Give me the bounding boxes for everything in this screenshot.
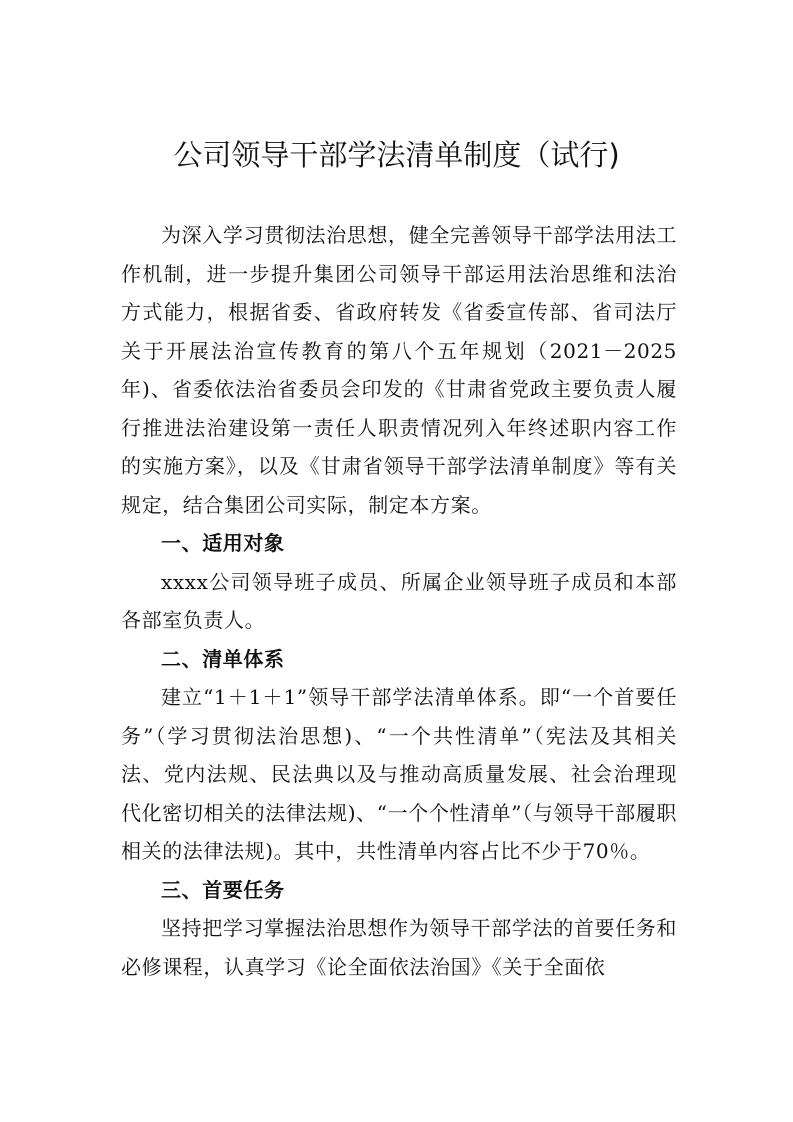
document-body bbox=[121, 216, 677, 986]
section-heading-scope: 一、适用对象 bbox=[161, 531, 285, 555]
section-text-primary-task: 坚持把学习掌握法治思想作为领导干部学法的首要任务和必修课程，认真学习《论全面依法治国》《关于全面依 bbox=[121, 916, 677, 979]
section-text-list-system: 建立“1＋1＋1”领导干部学法清单体系。即“一个首要任务”（学习贯彻法治思想)、“一个共性清单”（宪法及其相关法、党内法规、民法典以及与推动高质量发展、社会治理现代化密切相关的法律法规)、“一个个性清单”（与领导干部履职相关的法律法规)。其中，共性清单内容占比不少于70％。 bbox=[121, 685, 677, 863]
document-title: 公司领导干部学法清单制度（试行) bbox=[173, 138, 620, 172]
section-heading-primary-task: 三、首要任务 bbox=[161, 877, 285, 902]
section-heading-list-system: 二、清单体系 bbox=[161, 646, 285, 671]
section-text-scope: xxxx公司领导班子成员、所属企业领导班子成员和本部各部室负责人。 bbox=[121, 569, 677, 632]
intro-paragraph: 为深入学习贯彻法治思想，健全完善领导干部学法用法工作机制，进一步提升集团公司领导干部运用法治思维和法治方式能力，根据省委、省政府转发《省委宣传部、省司法厅关于开展法治宣传教育的第八个五年规划（2021－2025年)、省委依法治省委员会印发的《甘肃省党政主要负责人履行推进法治建设第一责任人职责情况列入年终述职内容工作的实施方案》，以及《甘肃省领导干部学法清单制度》等有关规定，结合集团公司实际，制定本方案。 bbox=[121, 223, 677, 517]
